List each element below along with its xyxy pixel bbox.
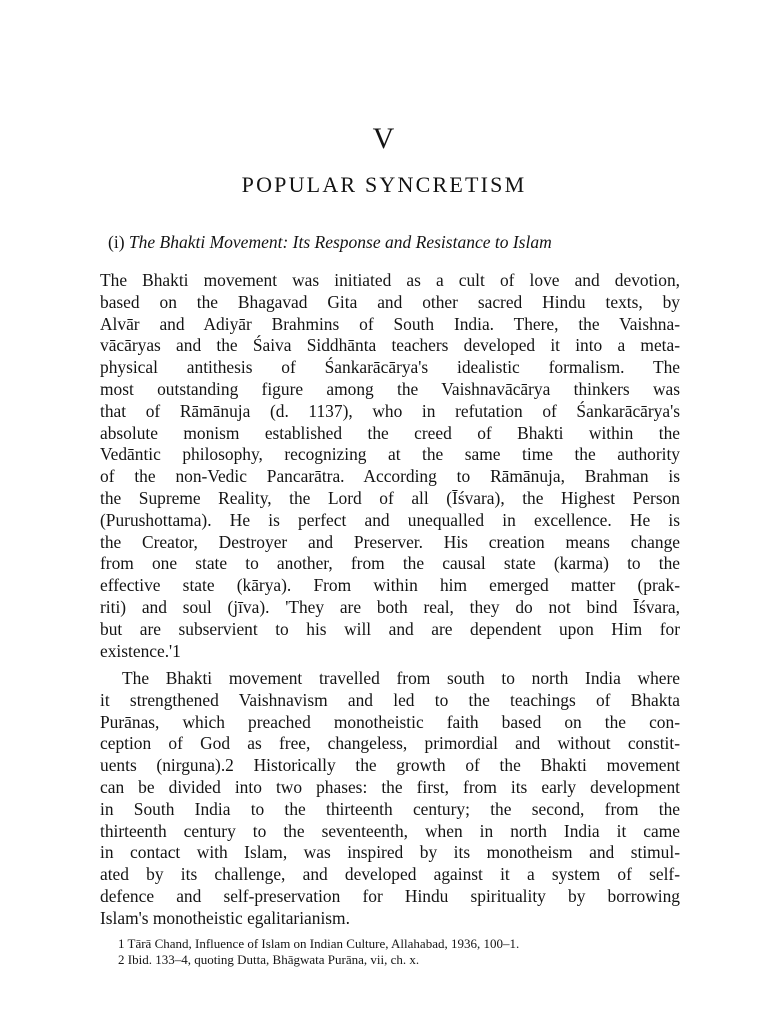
text-line: Alvār and Adiyār Brahmins of South India. There, the Vaishna-	[100, 313, 680, 334]
text-line: based on the Bhagavad Gita and other sacred Hindu texts, by	[100, 291, 680, 312]
paragraph-1	[100, 270, 680, 662]
footnote-2: 2 Ibid. 133–4, quoting Dutta, Bhāgwata Purāna, vii, ch. x.	[118, 952, 420, 967]
text-line: of the non-Vedic Pancarātra. According to Rāmānuja, Brahman is	[100, 466, 680, 487]
text-line: The Bhakti movement travelled from south to north India where	[122, 668, 680, 688]
text-line: the Creator, Destroyer and Preserver. His creation means change	[100, 531, 680, 552]
text-line: physical antithesis of Śankarācārya's idealistic formalism. The	[100, 357, 680, 378]
text-line: ception of God as free, changeless, primordial and without constit-	[100, 733, 680, 754]
text-line: in South India to the thirteenth century; the second, from the	[100, 798, 680, 819]
text-line: that of Rāmānuja (d. 1137), who in refutation of Śankarācārya's	[100, 400, 680, 421]
text-line: existence.'1	[100, 640, 181, 661]
text-line: thirteenth century to the seventeenth, when in north India it came	[100, 820, 680, 841]
text-line: effective state (kārya). From within him emerged matter (prak-	[100, 575, 680, 596]
text-line: Islam's monotheistic egalitarianism.	[100, 907, 350, 928]
text-line: it strengthened Vaishnavism and led to the teachings of Bhakta	[100, 689, 680, 710]
text-line: most outstanding figure among the Vaishnavācārya thinkers was	[100, 378, 680, 399]
text-line: can be divided into two phases: the first, from its early development	[100, 776, 680, 797]
section-label: (i)	[108, 232, 125, 252]
chapter-title: POPULAR SYNCRETISM	[241, 172, 527, 197]
text-line: Vedāntic philosophy, recognizing at the same time the authority	[100, 444, 680, 465]
footnotes	[118, 936, 678, 968]
text-line: the Supreme Reality, the Lord of all (Īśvara), the Highest Person	[100, 487, 680, 508]
text-line: from one state to another, from the causal state (karma) to the	[100, 553, 680, 574]
footnote-1: 1 Tārā Chand, Influence of Islam on Indian Culture, Allahabad, 1936, 100–1.	[118, 936, 520, 951]
text-line: Purānas, which preached monotheistic faith based on the con-	[100, 711, 680, 732]
text-line: defence and self-preservation for Hindu spirituality by borrowing	[100, 885, 680, 906]
text-line: in contact with Islam, was inspired by its monotheism and stimul-	[100, 842, 680, 863]
paragraph-2	[100, 668, 680, 930]
text-line: absolute monism established the creed of Bhakti within the	[100, 422, 680, 443]
text-line: ated by its challenge, and developed against it a system of self-	[100, 864, 680, 885]
chapter-number: V	[372, 122, 396, 155]
text-line: uents (nirguna).2 Historically the growth of the Bhakti movement	[100, 755, 680, 776]
text-line: The Bhakti movement was initiated as a cult of love and devotion,	[100, 270, 680, 290]
section-heading	[108, 232, 688, 253]
text-line: vācāryas and the Śaiva Siddhānta teachers developed it into a meta-	[100, 335, 680, 356]
text-line: riti) and soul (jīva). 'They are both real, they do not bind Īśvara,	[100, 596, 680, 617]
section-title: The Bhakti Movement: Its Response and Resistance to Islam	[128, 232, 552, 252]
text-line: (Purushottama). He is perfect and unequalled in excellence. He is	[100, 509, 680, 530]
text-line: but are subservient to his will and are dependent upon Him for	[100, 618, 680, 639]
